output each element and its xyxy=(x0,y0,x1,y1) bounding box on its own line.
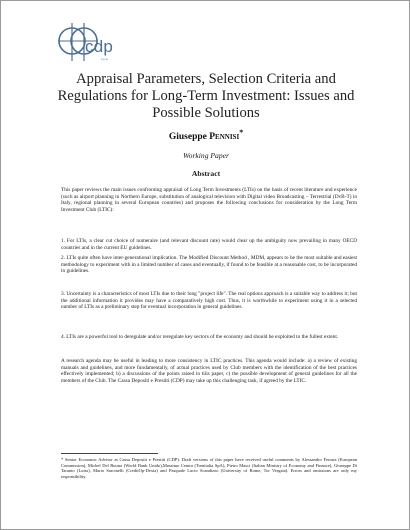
research-agenda-paragraph: A research agenda may be useful in leading to more consistency in LTIC practices. This agenda would include: a) a review of existing manuals and guidelines, and more fundamentally, of actual practices used by Club members with the identification of the best practices effectively implemented; b) a discussions of the points raised in tiiis paper, c) the possible development of general guidelines for all the members of the Club. The Cassa Depositi e Prestiti (CDP) may take up this challenging task, if agreed by the LTIC. xyxy=(61,358,357,384)
working-paper-label: Working Paper xyxy=(183,151,229,160)
footnote-divider xyxy=(61,453,158,454)
author-footnote: * Senior Economic Advisor at Cassa Depositi e Prestiti (CDP). Draft versions of this paper have received useful comments by Alessandro Ferrara (European Commission), Michel Del Buono (World Bank Unido),Massimo Centra (Trenitalia SpA), Pietro Masci (Italian Ministry of Economy and Finance), Giuseppe Di Taranto (Luiss), Mario Sarcinelli (CreditOp-Dexia) and Pasquale Lucio Scandizzo (University of Rome, Tor Vergata). Errors and omissions are only my responsibility. xyxy=(61,457,357,479)
conclusion-1-paragraph: 1. For LTIs, a clear cut choice of numeraire (and relevant discount rate) would clear up the ambiguity now prevailing in many OECD countries and in the current EU guidelines. xyxy=(61,238,357,251)
conclusion-4-paragraph: 4. LTIs are a powerful tool to deregulate and/or reregulate key sectors of the economy and should be exploited to the fullest extent. xyxy=(61,334,339,340)
logo-text: cdp xyxy=(85,37,114,56)
abstract-heading: Abstract xyxy=(191,169,221,178)
author-line xyxy=(1,128,410,142)
author-footnote-mark: * xyxy=(239,128,244,137)
author-last-name: Pennisi xyxy=(209,132,240,143)
conclusion-3-paragraph: 3. Uncertainty is a characteristics of most LTIs due to their long "project life". The real options approach is a suitable way to address it; but the additional information it provides may have a comparatively high cost. Thus, it is worthwhile to experiment using it in a selected number of LTIs as a preliminary step for eventual incorporation in general guidelines. xyxy=(61,291,357,311)
logo-subtext: s.p.a. xyxy=(101,57,109,61)
author-first-name: Giuseppe xyxy=(168,132,207,143)
paper-title: Appraisal Parameters, Selection Criteria and Regulations for Long-Term Investment: Issues and Possible Solutions xyxy=(57,71,355,121)
abstract-intro-paragraph: This paper reviews the main issues confronting appraisal of Long Term Investments (LTIs) on the basis of recent literature and experience (such as airport planning in Northern Europe, substitution of analogical television with Digital video Broadcasting – Terrestrial (DvB-T) in Italy, regional planning in several European countries) and proposes the following conclusions for consideration by the Long Term Investment Club (LTIC): xyxy=(61,187,357,213)
conclusion-2-paragraph: 2. LTIs quite often have inter-generational implication. The Modified Discount Method , MDM, appears to be the most suitable and easiest methodology to experiment with in a limited number of cases and eventually, if found to be feasible at a reasonable cost, to be incorporated in guidelines. xyxy=(61,255,357,275)
